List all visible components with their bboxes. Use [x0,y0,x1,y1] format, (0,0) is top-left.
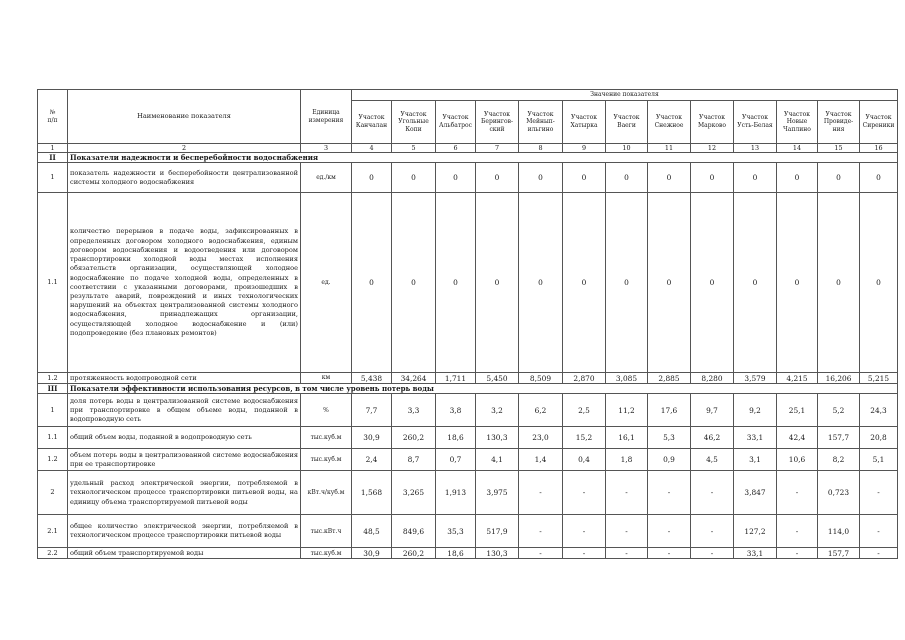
index-cell: 7 [476,144,519,153]
value-cell: - [860,471,898,515]
value-cell: 0 [352,163,392,193]
value-cell: 0 [691,193,734,373]
value-cell: 30,9 [352,548,392,559]
value-cell: - [606,548,648,559]
row-num: 2 [38,471,68,515]
value-cell: 0 [860,163,898,193]
value-cell: 130,3 [476,427,519,449]
row-num: 1.2 [38,449,68,471]
value-cell: 48,5 [352,515,392,548]
value-cell: 0 [476,193,519,373]
value-cell: 260,2 [392,548,436,559]
value-cell: 1,913 [436,471,476,515]
value-cell: 0 [648,193,691,373]
value-cell: 849,6 [392,515,436,548]
table-row [38,471,898,515]
value-cell: 1,568 [352,471,392,515]
value-cell: 3,847 [734,471,777,515]
value-cell: 30,9 [352,427,392,449]
table-body [38,153,898,559]
row-name: протяженность водопроводной сети [68,373,301,384]
value-cell: 8,2 [818,449,860,471]
value-cell: 0 [352,193,392,373]
row-name: удельный расход электрической энергии, потребляемой в технологическом процессе транспортировки питьевой воды, на единицу объема транспортируемой питьевой воды [68,471,301,515]
value-cell: 3,579 [734,373,777,384]
value-cell: - [691,515,734,548]
index-cell: 10 [606,144,648,153]
district-header: Участок Новые Чаплино [777,101,818,144]
indicators-table [37,89,898,559]
index-cell: 8 [519,144,563,153]
value-cell: - [648,515,691,548]
header-num: № п/п [38,90,68,144]
value-cell: 15,2 [563,427,606,449]
value-cell: 8,280 [691,373,734,384]
value-cell: 0 [734,193,777,373]
value-cell: 0 [734,163,777,193]
section-row [38,153,898,163]
table-row [38,373,898,384]
table-row [38,548,898,559]
value-cell: 157,7 [818,427,860,449]
value-cell: 0 [691,163,734,193]
document-sheet [37,89,895,559]
value-cell: 3,2 [476,394,519,427]
value-cell: 2,5 [563,394,606,427]
value-cell: 11,2 [606,394,648,427]
row-name: показатель надежности и бесперебойности централизованной системы холодного водоснабжения [68,163,301,193]
value-cell: 5,2 [818,394,860,427]
value-cell: 0 [777,193,818,373]
value-cell: 17,6 [648,394,691,427]
value-cell: - [777,471,818,515]
value-cell: - [563,515,606,548]
value-cell: 5,450 [476,373,519,384]
section-num: III [38,384,68,394]
value-cell: - [648,548,691,559]
value-cell: 0 [476,163,519,193]
value-cell: 0,7 [436,449,476,471]
value-cell: 0 [392,193,436,373]
row-unit: км [301,373,352,384]
value-cell: 0,9 [648,449,691,471]
value-cell: - [860,515,898,548]
value-cell: 4,1 [476,449,519,471]
value-cell: - [860,548,898,559]
value-cell: - [563,471,606,515]
index-cell: 11 [648,144,691,153]
value-cell: 0 [436,193,476,373]
value-cell: 0 [606,163,648,193]
district-header: Участок Берингов- ский [476,101,519,144]
value-cell: - [519,548,563,559]
value-cell: 42,4 [777,427,818,449]
value-cell: - [777,548,818,559]
district-header: Участок Ваеги [606,101,648,144]
value-cell: 0 [648,163,691,193]
index-cell: 13 [734,144,777,153]
district-header: Участок Снежное [648,101,691,144]
value-cell: 127,2 [734,515,777,548]
district-header: Участок Марково [691,101,734,144]
value-cell: 2,4 [352,449,392,471]
value-cell: 3,8 [436,394,476,427]
value-cell: 0,723 [818,471,860,515]
row-name: доля потерь воды в централизованной системе водоснабжения при транспортировке в общем объеме воды, поданной в водопроводную сеть [68,394,301,427]
value-cell: 0 [818,193,860,373]
value-cell: 1,8 [606,449,648,471]
value-cell: 2,885 [648,373,691,384]
row-num: 1.2 [38,373,68,384]
row-unit: тыс.куб.м [301,548,352,559]
index-row [38,144,898,153]
value-cell: 16,1 [606,427,648,449]
section-title: Показатели надежности и бесперебойности водоснабжения [68,153,898,163]
row-num: 2.2 [38,548,68,559]
value-cell: 5,3 [648,427,691,449]
value-cell: 3,1 [734,449,777,471]
index-cell: 5 [392,144,436,153]
value-cell: 0 [392,163,436,193]
index-cell: 16 [860,144,898,153]
index-cell: 6 [436,144,476,153]
value-cell: - [606,471,648,515]
value-cell: 0 [818,163,860,193]
district-header: Участок Усть-Белая [734,101,777,144]
row-num: 1.1 [38,427,68,449]
value-cell: 130,3 [476,548,519,559]
value-cell: 8,7 [392,449,436,471]
value-cell: 0 [436,163,476,193]
value-cell: 0,4 [563,449,606,471]
value-cell: 10,6 [777,449,818,471]
row-num: 1 [38,394,68,427]
value-cell: 6,2 [519,394,563,427]
value-cell: 1,4 [519,449,563,471]
value-cell: 3,085 [606,373,648,384]
row-name: общий объем воды, поданной в водопроводную сеть [68,427,301,449]
value-cell: 114,0 [818,515,860,548]
row-unit: тыс.куб.м [301,449,352,471]
value-cell: 33,1 [734,427,777,449]
value-cell: 9,2 [734,394,777,427]
row-unit: % [301,394,352,427]
table-row [38,515,898,548]
value-cell: 0 [860,193,898,373]
row-num: 1.1 [38,193,68,373]
value-cell: 5,1 [860,449,898,471]
value-cell: 4,5 [691,449,734,471]
value-cell: 0 [777,163,818,193]
table-row [38,394,898,427]
row-name: количество перерывов в подаче воды, зафиксированных в определенных договором холодного водоснабжения, единым договором водоснабжения и водоотведения или договором транспортировки холодной воды местах исполнения обязательств организации, осуществляющей холодное водоснабжение по подаче холодной воды, определенных в соответствии с указанными договорами, произошедших в результате аварий, повреждений и иных технологических нарушений на объектах централизованной системы холодного водоснабжения, принадлежащих организации, осуществляющей холодное водоснабжение и (или) подопроведение (без плановых ремонтов) [68,193,301,373]
table-row [38,449,898,471]
value-cell: 16,206 [818,373,860,384]
row-num: 2.1 [38,515,68,548]
value-cell: 18,6 [436,427,476,449]
row-unit: ед./км [301,163,352,193]
row-unit: тыс.куб.м [301,427,352,449]
value-cell: 24,3 [860,394,898,427]
value-cell: 2,870 [563,373,606,384]
district-header: Участок Провиде- ния [818,101,860,144]
district-header: Участок Альбатрос [436,101,476,144]
value-cell: 3,265 [392,471,436,515]
value-cell: 1,711 [436,373,476,384]
index-cell: 9 [563,144,606,153]
index-cell: 15 [818,144,860,153]
row-num: 1 [38,163,68,193]
value-cell: - [777,515,818,548]
value-cell: 0 [563,163,606,193]
index-cell: 4 [352,144,392,153]
value-cell: 34,264 [392,373,436,384]
table-row [38,427,898,449]
value-cell: - [606,515,648,548]
value-cell: 33,1 [734,548,777,559]
header-unit: Единица измерения [301,90,352,144]
value-cell: 260,2 [392,427,436,449]
table-row [38,193,898,373]
value-cell: 0 [519,163,563,193]
value-cell: 0 [563,193,606,373]
value-cell: - [563,548,606,559]
value-cell: 157,7 [818,548,860,559]
value-cell: 5,438 [352,373,392,384]
value-cell: 46,2 [691,427,734,449]
district-header: Участок Мейнып- ильгино [519,101,563,144]
value-cell: 25,1 [777,394,818,427]
value-cell: 7,7 [352,394,392,427]
district-header: Участок Хатырка [563,101,606,144]
row-name: объем потерь воды в централизованной системе водоснабжения при ее транспортировке [68,449,301,471]
index-cell: 1 [38,144,68,153]
row-name: общее количество электрической энергии, потребляемой в технологическом процессе транспортировки питьевой воды [68,515,301,548]
value-cell: 23,0 [519,427,563,449]
section-row [38,384,898,394]
value-cell: 20,8 [860,427,898,449]
row-unit: кВт.ч/куб.м [301,471,352,515]
value-cell: 3,975 [476,471,519,515]
table-row [38,163,898,193]
header-values-group: Значение показателя [352,90,898,101]
row-name: общий объем транспортируемой воды [68,548,301,559]
value-cell: 517,9 [476,515,519,548]
value-cell: 3,3 [392,394,436,427]
value-cell: - [691,548,734,559]
section-title: Показатели эффективности использования ресурсов, в том числе уровень потерь воды [68,384,898,394]
value-cell: - [648,471,691,515]
value-cell: 4,215 [777,373,818,384]
district-header: Участок Сиреники [860,101,898,144]
index-cell: 12 [691,144,734,153]
value-cell: - [519,515,563,548]
row-unit: тыс.кВт.ч [301,515,352,548]
row-unit: ед. [301,193,352,373]
value-cell: 18,6 [436,548,476,559]
value-cell: 0 [606,193,648,373]
district-header: Участок Канчалан [352,101,392,144]
index-cell: 14 [777,144,818,153]
value-cell: 9,7 [691,394,734,427]
district-header: Участок Угольные Копи [392,101,436,144]
index-cell: 2 [68,144,301,153]
index-cell: 3 [301,144,352,153]
value-cell: 0 [519,193,563,373]
section-num: II [38,153,68,163]
header-name: Наименование показателя [68,90,301,144]
value-cell: 8,509 [519,373,563,384]
value-cell: - [691,471,734,515]
value-cell: - [519,471,563,515]
value-cell: 35,3 [436,515,476,548]
value-cell: 5,215 [860,373,898,384]
